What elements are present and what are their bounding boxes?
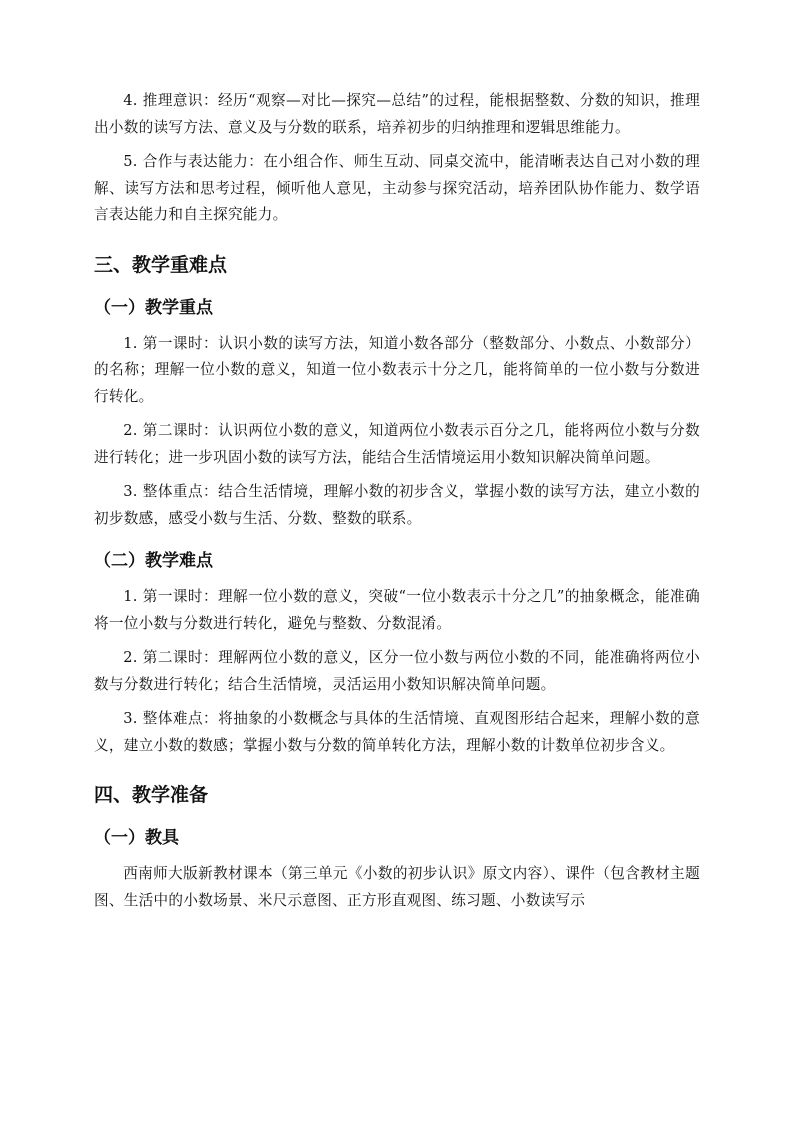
tools-heading: （一）教具	[94, 828, 179, 848]
difficulty-item-3: 3. 整体难点：将抽象的小数概念与具体的生活情境、直观图形结合起来，理解小数的意义，建立小数的数感；掌握小数与分数的简单转化方法，理解小数的计数单位初步含义。	[94, 710, 700, 754]
section-3-heading: 三、教学重难点	[94, 253, 228, 276]
difficulty-heading: （二）教学难点	[94, 551, 213, 571]
intro-item-5: 5. 合作与表达能力：在小组合作、师生互动、同桌交流中，能清晰表达自己对小数的理解、读写方法和思考过程，倾听他人意见，主动参与探究活动，培养团队协作能力、数学语言表达能力和自主探究能力。	[94, 153, 700, 223]
focus-item-2: 2. 第二课时：认识两位小数的意义，知道两位小数表示百分之几，能将两位小数与分数进行转化；进一步巩固小数的读写方法，能结合生活情境运用小数知识解决简单问题。	[94, 422, 700, 466]
difficulty-item-2: 2. 第二课时：理解两位小数的意义，区分一位小数与两位小数的不同，能准确将两位小数与分数进行转化；结合生活情境，灵活运用小数知识解决简单问题。	[94, 649, 700, 693]
focus-item-1: 1. 第一课时：认识小数的读写方法，知道小数各部分（整数部分、小数点、小数部分）的名称；理解一位小数的意义，知道一位小数表示十分之几，能将简单的一位小数与分数进行转化。	[94, 334, 700, 405]
document-page	[94, 88, 700, 922]
focus-heading: （一）教学重点	[94, 297, 213, 318]
difficulty-item-1: 1. 第一课时：理解一位小数的意义，突破“一位小数表示十分之几”的抽象概念，能准确将一位小数与分数进行转化，避免与整数、分数混淆。	[94, 588, 700, 632]
tools-paragraph: 西南师大版新教材课本（第三单元《小数的初步认识》原文内容）、课件（包含教材主题图、生活中的小数场景、米尺示意图、正方形直观图、练习题、小数读写示	[94, 865, 700, 909]
intro-item-4: 4. 推理意识：经历“观察—对比—探究—总结”的过程，能根据整数、分数的知识，推理出小数的读写方法、意义及与分数的联系，培养初步的归纳推理和逻辑思维能力。	[94, 92, 700, 136]
section-4-heading: 四、教学准备	[94, 784, 209, 806]
focus-item-3: 3. 整体重点：结合生活情境，理解小数的初步含义，掌握小数的读写方法，建立小数的初步数感，感受小数与生活、分数、整数的联系。	[94, 483, 700, 527]
